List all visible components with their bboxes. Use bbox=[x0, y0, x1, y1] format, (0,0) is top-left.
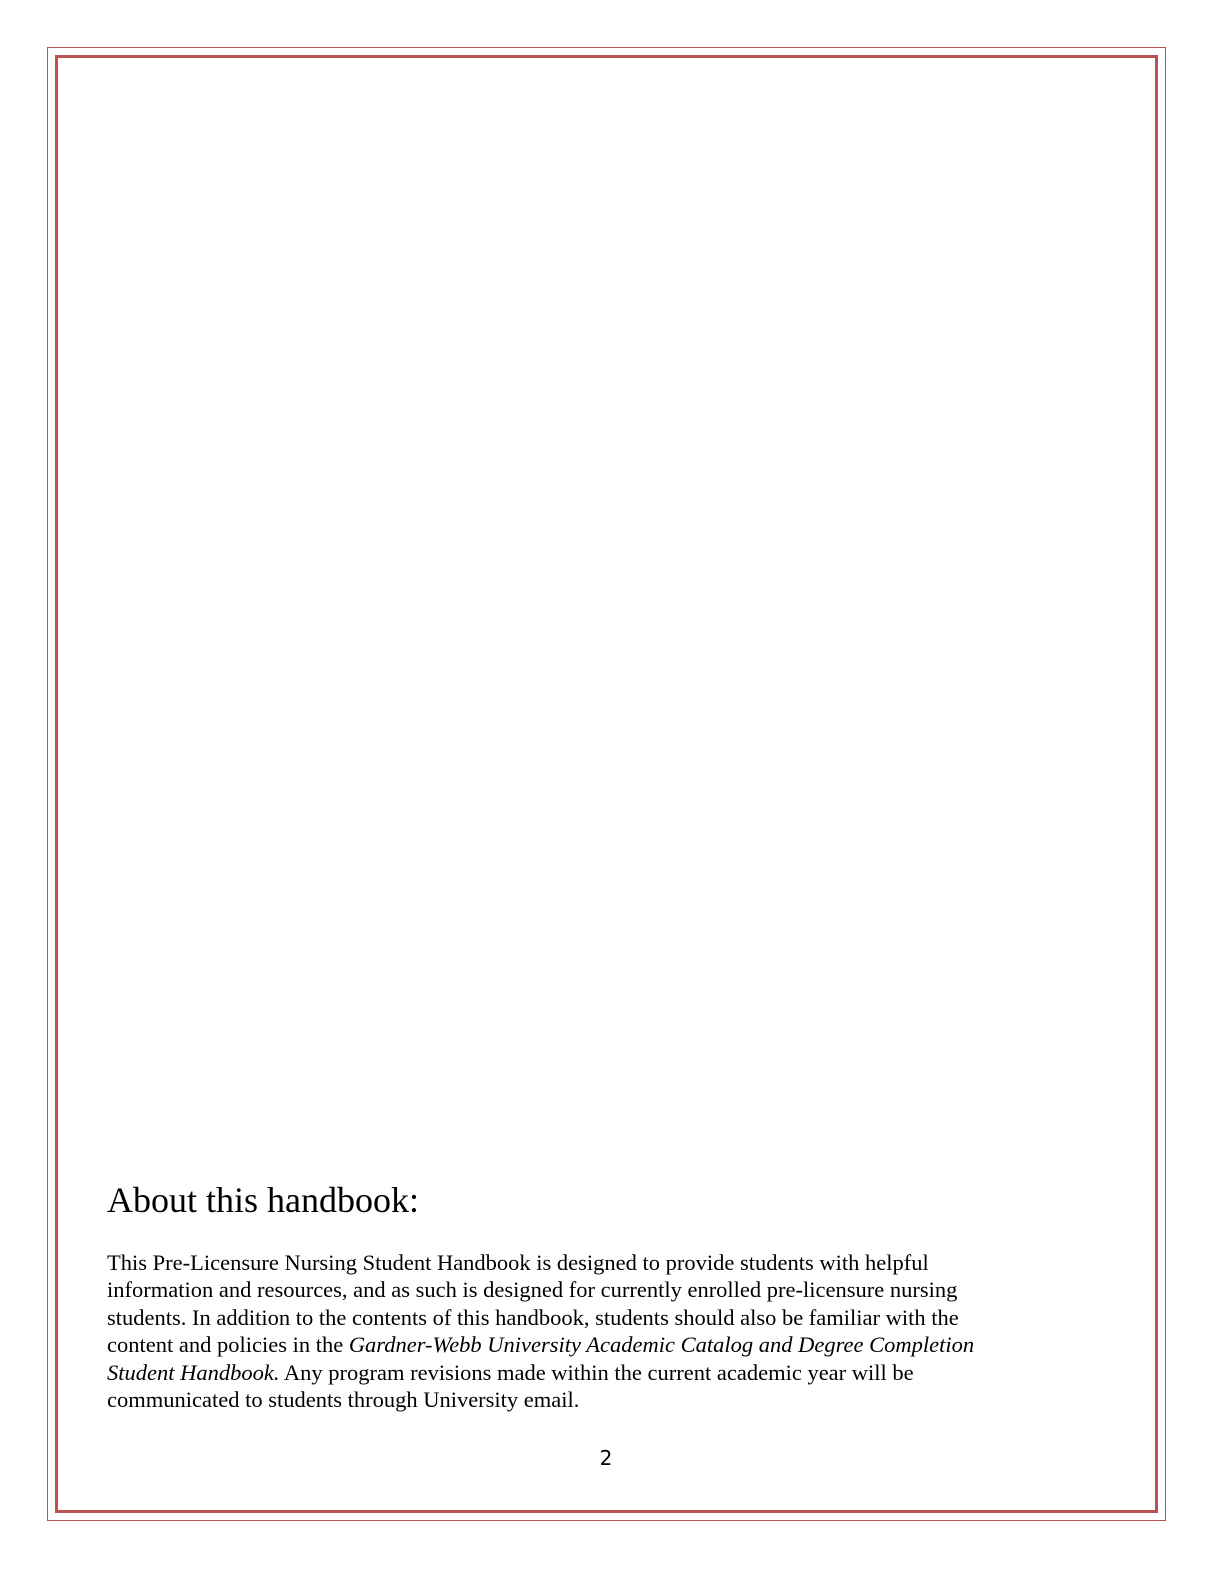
body-line: This Pre-Licensure Nursing Student Handbook is designed to provide students with helpful bbox=[107, 1250, 929, 1275]
body-line: information and resources, and as such is designed for currently enrolled pre-licensure nursing bbox=[107, 1277, 958, 1303]
catalog-title-italic: Student Handbook. bbox=[107, 1359, 280, 1385]
body-line bbox=[107, 1331, 1067, 1358]
body-text-run: Any program revisions made within the current academic year will be bbox=[279, 1359, 914, 1385]
handbook-description bbox=[107, 1249, 1067, 1413]
section-heading: About this handbook: bbox=[107, 1180, 419, 1220]
body-line: students. In addition to the contents of this handbook, students should also be familiar with the bbox=[107, 1304, 959, 1330]
body-text-run: content and policies in the bbox=[107, 1332, 349, 1358]
page-number: 2 bbox=[599, 1446, 613, 1470]
body-line bbox=[107, 1359, 1067, 1386]
body-line: communicated to students through University email. bbox=[107, 1387, 580, 1413]
catalog-title-italic: Gardner-Webb University Academic Catalog and Degree Completion bbox=[348, 1332, 975, 1358]
